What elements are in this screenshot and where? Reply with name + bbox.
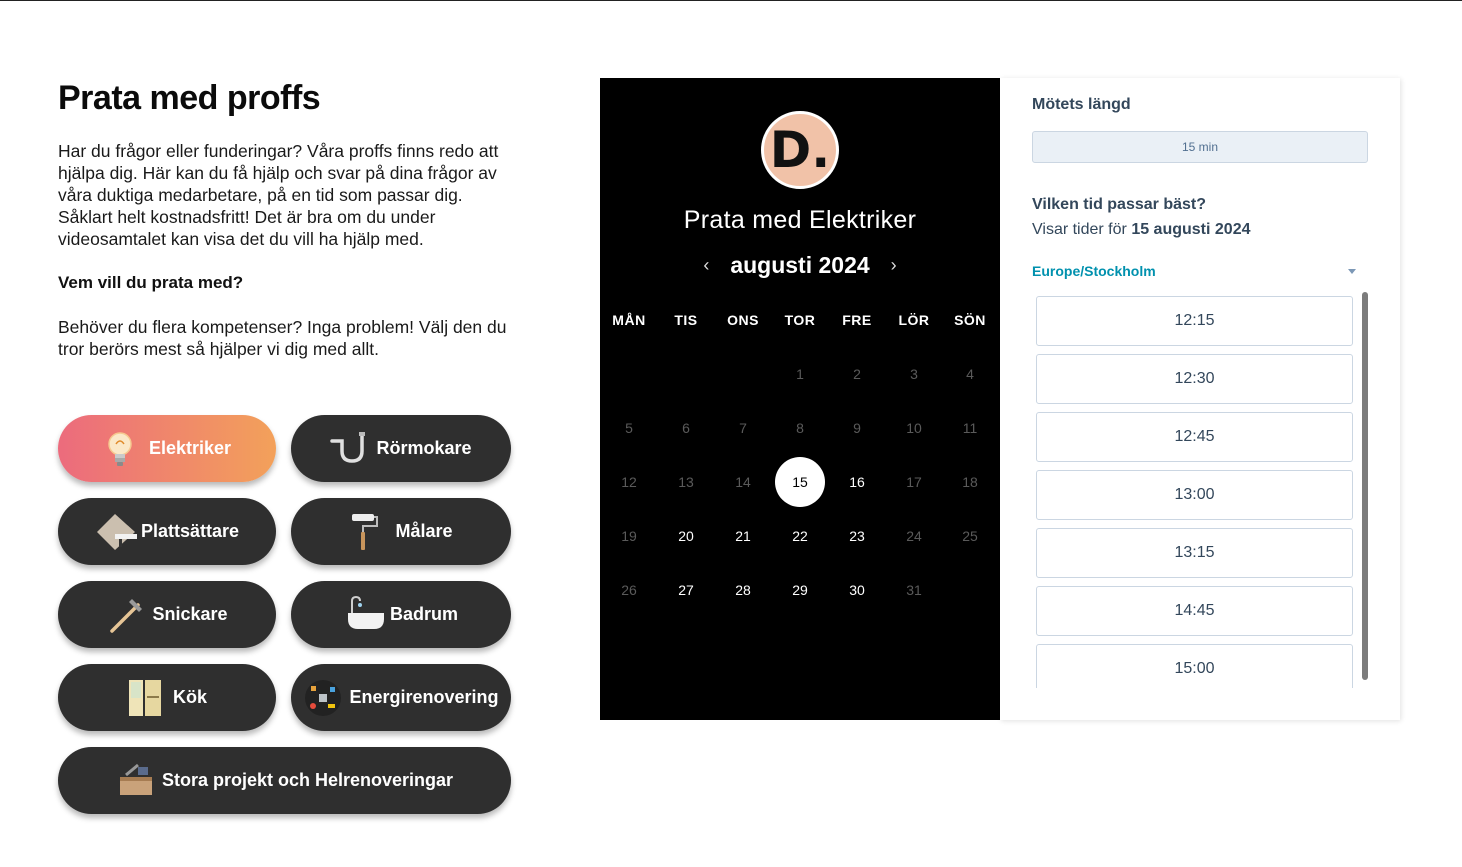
expert-question: Vem vill du prata med? (58, 273, 244, 292)
calendar-day-selected[interactable]: 15 (775, 457, 825, 507)
calendar-day: 26 (621, 582, 637, 598)
calendar-day: 14 (735, 474, 751, 490)
page-title: Prata med proffs (58, 79, 321, 117)
time-slot-button[interactable]: 13:00 (1036, 470, 1353, 520)
pipe-icon (330, 429, 364, 469)
calendar-day[interactable]: 27 (678, 582, 694, 598)
helper-text: Behöver du flera kompetenser? Inga problem! Välj den du tror berörs mest så hjälper vi dig med allt. (58, 317, 507, 359)
expert-button-rörmokare[interactable] (291, 415, 511, 482)
expert-button-stora-projekt-och-helrenoveringar[interactable] (58, 747, 511, 814)
calendar-day: 4 (966, 366, 974, 382)
energy-tools-icon (303, 678, 337, 718)
calendar-day: 2 (853, 366, 861, 382)
timezone-dropdown[interactable] (1032, 263, 1360, 279)
time-slot-list (1036, 296, 1354, 688)
top-border (0, 0, 1462, 1)
weekday-header: ONS (727, 312, 759, 328)
expert-button-label: Energirenovering (349, 687, 499, 707)
calendar-day[interactable]: 30 (849, 582, 865, 598)
time-list-scrollbar[interactable] (1362, 292, 1368, 680)
month-label: augusti 2024 (730, 251, 870, 278)
calendar-day: 31 (906, 582, 922, 598)
expert-button-målare[interactable] (291, 498, 511, 565)
expert-button-label: Badrum (389, 604, 458, 624)
timezone-label: Europe/Stockholm (1032, 263, 1156, 279)
expert-button-label: Snickare (152, 604, 228, 624)
expert-button-kök[interactable] (58, 664, 276, 731)
duration-selector[interactable]: 15 min (1032, 131, 1368, 163)
calendar-day[interactable]: 22 (792, 528, 808, 544)
calendar-day: 11 (962, 420, 978, 436)
weekday-header: TIS (674, 312, 698, 328)
time-slot-button[interactable]: 14:45 (1036, 586, 1353, 636)
time-slot-button[interactable]: 13:15 (1036, 528, 1353, 578)
lightbulb-icon (103, 429, 137, 469)
time-question: Vilken tid passar bäst? (1032, 196, 1206, 213)
weekday-header: SÖN (954, 312, 986, 328)
duration-label: Mötets längd (1032, 96, 1131, 113)
expert-button-snickare[interactable] (58, 581, 276, 648)
hammer-icon (106, 595, 140, 635)
month-navigation (600, 250, 1000, 280)
expert-button-label: Stora projekt och Helrenoveringar (161, 770, 454, 790)
intro-section (58, 78, 518, 360)
calendar-day: 19 (621, 528, 637, 544)
showing-prefix: Visar tider för (1032, 221, 1127, 238)
kitchen-cabinet-icon (127, 678, 161, 718)
next-month-button[interactable]: › (890, 254, 897, 275)
calendar-day: 12 (621, 474, 637, 490)
time-slot-button[interactable]: 15:00 (1036, 644, 1353, 688)
calendar-day[interactable]: 16 (849, 474, 865, 490)
calendar-day: 9 (853, 420, 861, 436)
paint-roller-icon (349, 512, 383, 552)
toolbox-icon (116, 761, 150, 801)
caret-down-icon (1348, 269, 1356, 274)
expert-button-label: Målare (395, 521, 453, 541)
calendar-day: 25 (962, 528, 978, 544)
time-slot-button[interactable]: 12:45 (1036, 412, 1353, 462)
calendar-day[interactable]: 23 (849, 528, 865, 544)
showing-date: 15 augusti 2024 (1131, 221, 1251, 238)
logo-letter: D. (769, 121, 831, 179)
expert-button-label: Plattsättare (140, 521, 240, 541)
time-slot-button[interactable]: 12:15 (1036, 296, 1353, 346)
calendar-day: 3 (910, 366, 918, 382)
calendar-day[interactable]: 28 (735, 582, 751, 598)
weekday-header: FRE (842, 312, 872, 328)
calendar-day: 18 (962, 474, 978, 490)
weekday-header: TOR (784, 312, 816, 328)
expert-button-badrum[interactable] (291, 581, 511, 648)
previous-month-button[interactable]: ‹ (703, 254, 710, 275)
showing-times-for (1032, 221, 1250, 239)
intro-text: Har du frågor eller funderingar? Våra proffs finns redo att hjälpa dig. Här kan du få hjälp och svar på dina frågor av våra duktiga medarbetare, på en tid som passar dig. Såklart helt kostnadsfritt! Det är bra om du under videosamtalet kan visa det du vill ha hjälp med. (58, 141, 499, 249)
bathtub-icon (344, 595, 378, 635)
weekday-header: LÖR (898, 312, 930, 328)
expert-button-plattsättare[interactable] (58, 498, 276, 565)
calendar-day: 10 (906, 420, 922, 436)
calendar-day: 6 (682, 420, 690, 436)
tile-trowel-icon (95, 512, 129, 552)
calendar-day[interactable]: 20 (678, 528, 694, 544)
calendar-day: 13 (678, 474, 694, 490)
calendar-day[interactable]: 21 (735, 528, 751, 544)
expert-button-label: Kök (172, 687, 207, 707)
calendar-day: 24 (906, 528, 922, 544)
calendar-day: 1 (796, 366, 804, 382)
calendar-day: 5 (625, 420, 633, 436)
company-logo (761, 111, 839, 189)
expert-button-elektriker[interactable] (58, 415, 276, 482)
calendar-day: 8 (796, 420, 804, 436)
expert-button-energirenovering[interactable] (291, 664, 511, 731)
calendar-title: Prata med Elektriker (683, 206, 917, 234)
expert-button-label: Elektriker (148, 438, 232, 458)
expert-button-label: Rörmokare (376, 438, 472, 458)
time-selection-panel (1000, 78, 1400, 720)
calendar-day: 17 (906, 474, 922, 490)
calendar-panel (600, 78, 1000, 720)
calendar-day[interactable]: 29 (792, 582, 808, 598)
weekday-header: MÅN (612, 312, 646, 328)
time-slot-button[interactable]: 12:30 (1036, 354, 1353, 404)
calendar-day: 7 (739, 420, 747, 436)
